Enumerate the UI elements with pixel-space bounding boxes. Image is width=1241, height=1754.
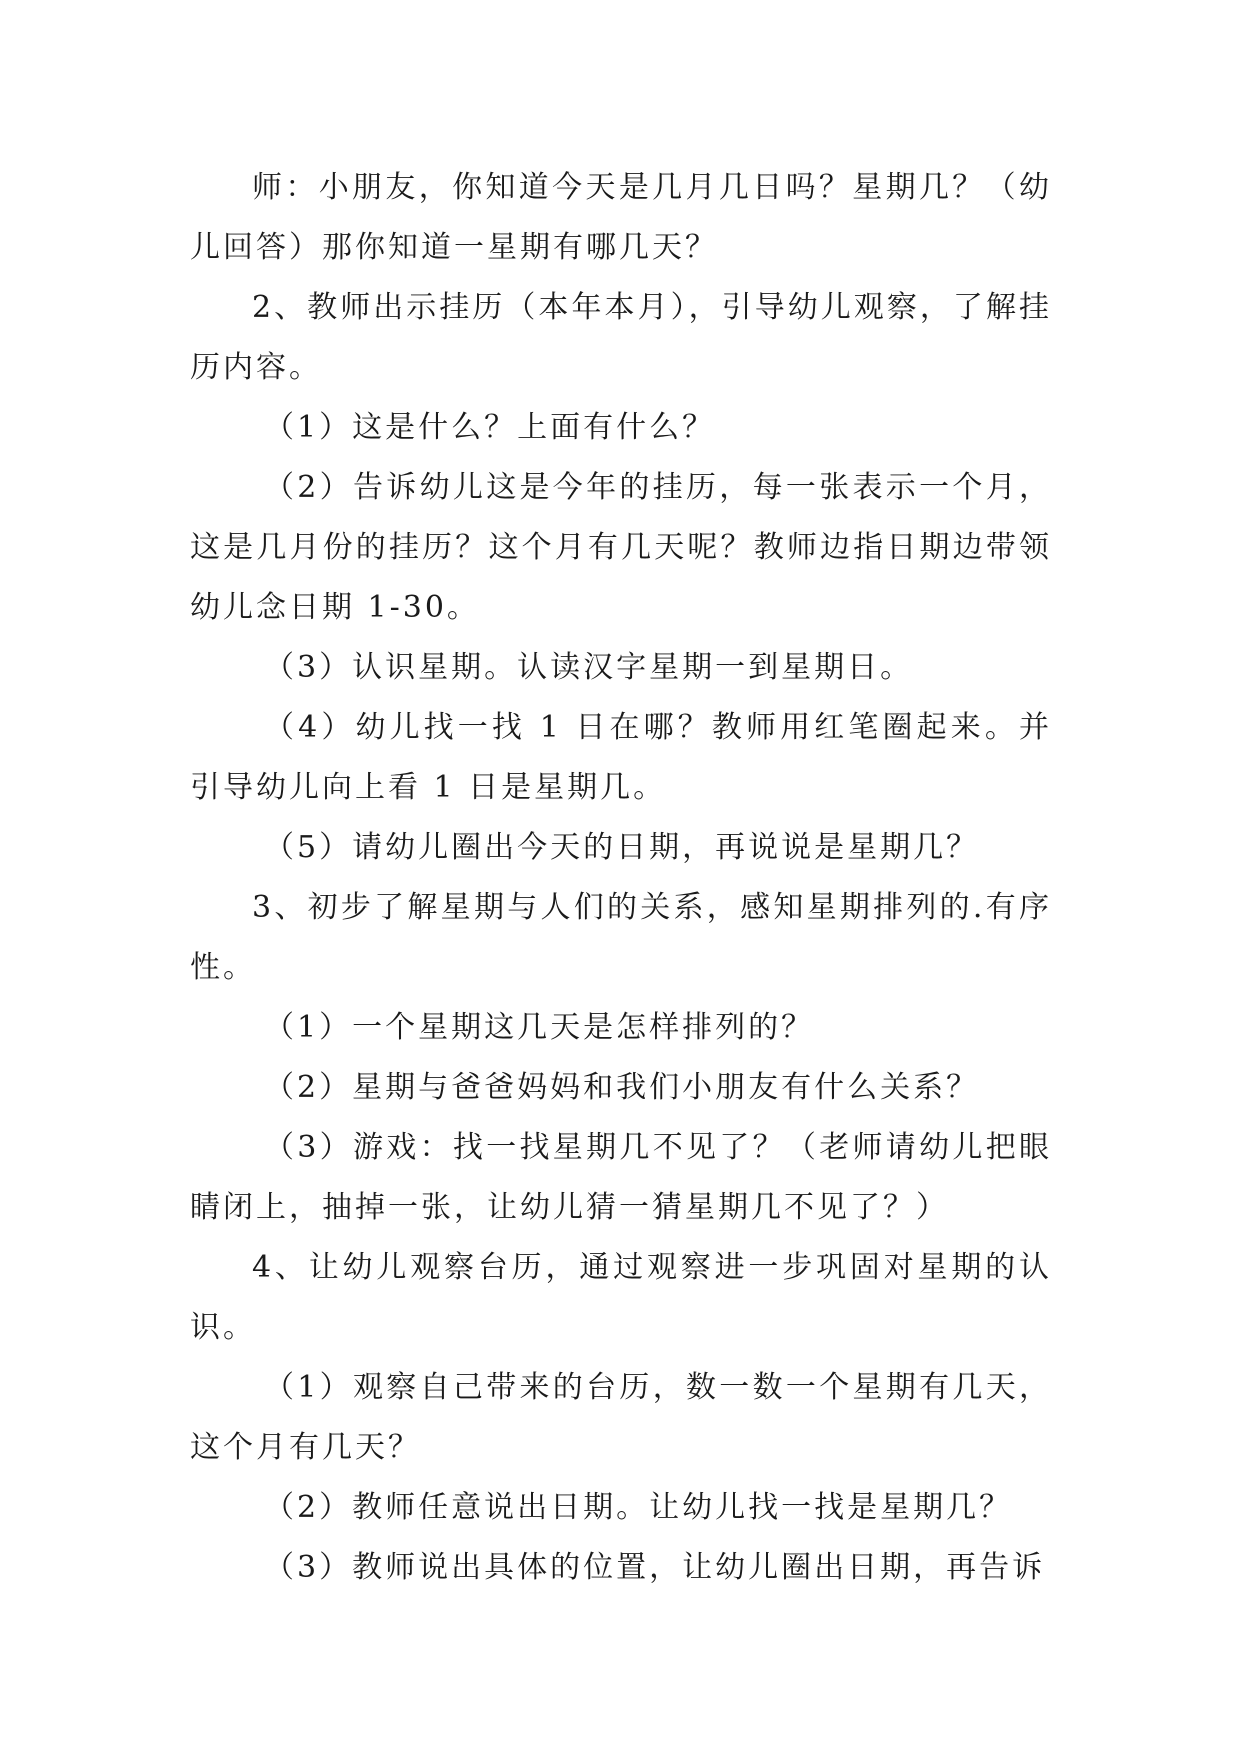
paragraph-step-2-4: （4）幼儿找一找 1 日在哪？教师用红笔圈起来。并引导幼儿向上看 1 日是星期几。 (190, 710, 1052, 805)
paragraph-step-2-1: （1）这是什么？上面有什么？ (264, 410, 716, 445)
body-text (190, 158, 1052, 1598)
paragraph-step-4-1: （1）观察自己带来的台历，数一数一个星期有几天，这个月有几天？ (190, 1370, 1052, 1465)
paragraph-step-2-2: （2）告诉幼儿这是今年的挂历，每一张表示一个月，这是几月份的挂历？这个月有几天呢？教师边指日期边带领幼儿念日期 1-30。 (190, 470, 1052, 625)
paragraph-step-3-2: （2）星期与爸爸妈妈和我们小朋友有什么关系？ (264, 1070, 980, 1105)
paragraph-step-4-2: （2）教师任意说出日期。让幼儿找一找是星期几？ (264, 1490, 1013, 1525)
paragraph-step-3: 3、初步了解星期与人们的关系，感知星期排列的.有序性。 (190, 890, 1052, 985)
paragraph-teacher-question: 师：小朋友，你知道今天是几月几日吗？星期几？（幼儿回答）那你知道一星期有哪几天？ (190, 170, 1052, 265)
paragraph-step-4-3: （3）教师说出具体的位置，让幼儿圈出日期，再告诉 (264, 1550, 1046, 1585)
paragraph-step-3-1: （1）一个星期这几天是怎样排列的？ (264, 1010, 815, 1045)
paragraph-step-2: 2、教师出示挂历（本年本月），引导幼儿观察，了解挂历内容。 (190, 290, 1052, 385)
paragraph-step-3-3: （3）游戏：找一找星期几不见了？（老师请幼儿把眼睛闭上，抽掉一张，让幼儿猜一猜星期几不见了？） (190, 1130, 1052, 1225)
paragraph-step-2-5: （5）请幼儿圈出今天的日期，再说说是星期几？ (264, 830, 980, 865)
paragraph-step-2-3: （3）认识星期。认读汉字星期一到星期日。 (264, 650, 914, 685)
paragraph-step-4: 4、让幼儿观察台历，通过观察进一步巩固对星期的认识。 (190, 1250, 1052, 1345)
